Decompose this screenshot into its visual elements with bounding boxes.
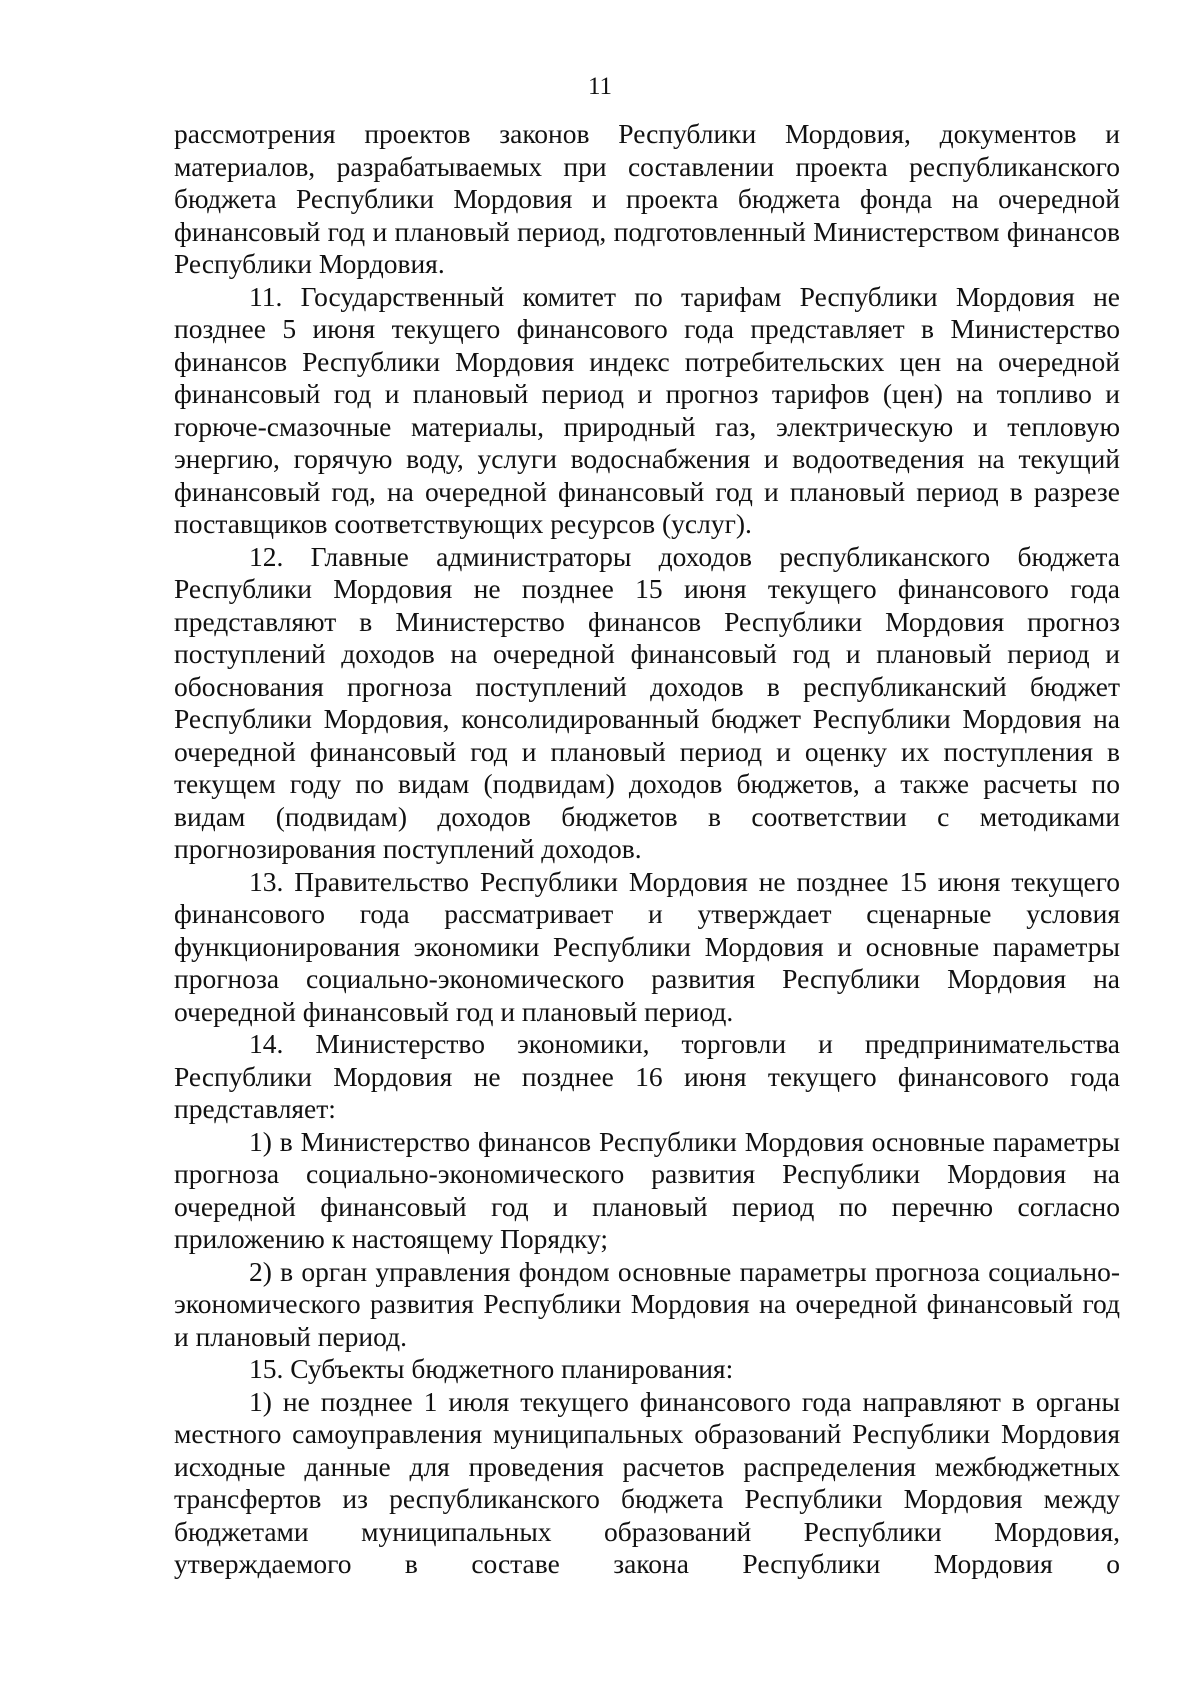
page-number: 11	[587, 73, 613, 100]
document-body	[174, 118, 1120, 1581]
paragraph-item-15: 15. Субъекты бюджетного планирования:	[249, 1353, 734, 1384]
paragraph-continuation: рассмотрения проектов законов Республики Мордовия, документов и материалов, разрабатываемых при составлении проекта республиканского бюджета Республики Мордовия и проекта бюджета фонда на очередной финансовый год и плановый период, подготовленный Министерством финансов Республики Мордовия.	[174, 118, 1120, 279]
paragraph-item-13: 13. Правительство Республики Мордовия не позднее 15 июня текущего финансового года рассматривает и утверждает сценарные условия функционирования экономики Республики Мордовия и основные параметры прогноза социально-экономического развития Республики Мордовия на очередной финансовый год и плановый период.	[174, 865, 1120, 1027]
paragraph-item-14: 14. Министерство экономики, торговли и предпринимательства Республики Мордовия не позднее 16 июня текущего финансового года представляет:	[174, 1028, 1120, 1124]
paragraph-item-11: 11. Государственный комитет по тарифам Республики Мордовия не позднее 5 июня текущего финансового года представляет в Министерство финансов Республики Мордовия индекс потребительских цен на очередной финансовый год и плановый период и прогноз тарифов (цен) на топливо и горюче-смазочные материалы, природный газ, электрическую и тепловую энергию, горячую воду, услуги водоснабжения и водоотведения на текущий финансовый год, на очередной финансовый год и плановый период в разрезе поставщиков соответствующих ресурсов (услуг).	[174, 280, 1120, 539]
paragraph-item-15-1: 1) не позднее 1 июля текущего финансового года направляют в органы местного самоуправления муниципальных образований Республики Мордовия исходные данные для проведения расчетов распределения межбюджетных трансфертов из республиканского бюджета Республики Мордовия между бюджетами муниципальных образований Республики Мордовия, утверждаемого в составе закона Республики Мордовия о	[174, 1385, 1120, 1579]
paragraph-item-12: 12. Главные администраторы доходов республиканского бюджета Республики Мордовия не позднее 15 июня текущего финансового года представляют в Министерство финансов Республики Мордовия прогноз поступлений доходов на очередной финансовый год и плановый период и обоснования прогноза поступлений доходов в республиканский бюджет Республики Мордовия, консолидированный бюджет Республики Мордовия на очередной финансовый год и плановый период и оценку их поступления в текущем году по видам (подвидам) доходов бюджетов, а также расчеты по видам (подвидам) доходов бюджетов в соответствии с методиками прогнозирования поступлений доходов.	[174, 540, 1120, 864]
paragraph-item-14-1: 1) в Министерство финансов Республики Мордовия основные параметры прогноза социально-экономического развития Республики Мордовия на очередной финансовый год и плановый период по перечню согласно приложению к настоящему Порядку;	[174, 1125, 1120, 1254]
paragraph-item-14-2: 2) в орган управления фондом основные параметры прогноза социально-экономического развития Республики Мордовия на очередной финансовый год и плановый период.	[174, 1255, 1120, 1352]
